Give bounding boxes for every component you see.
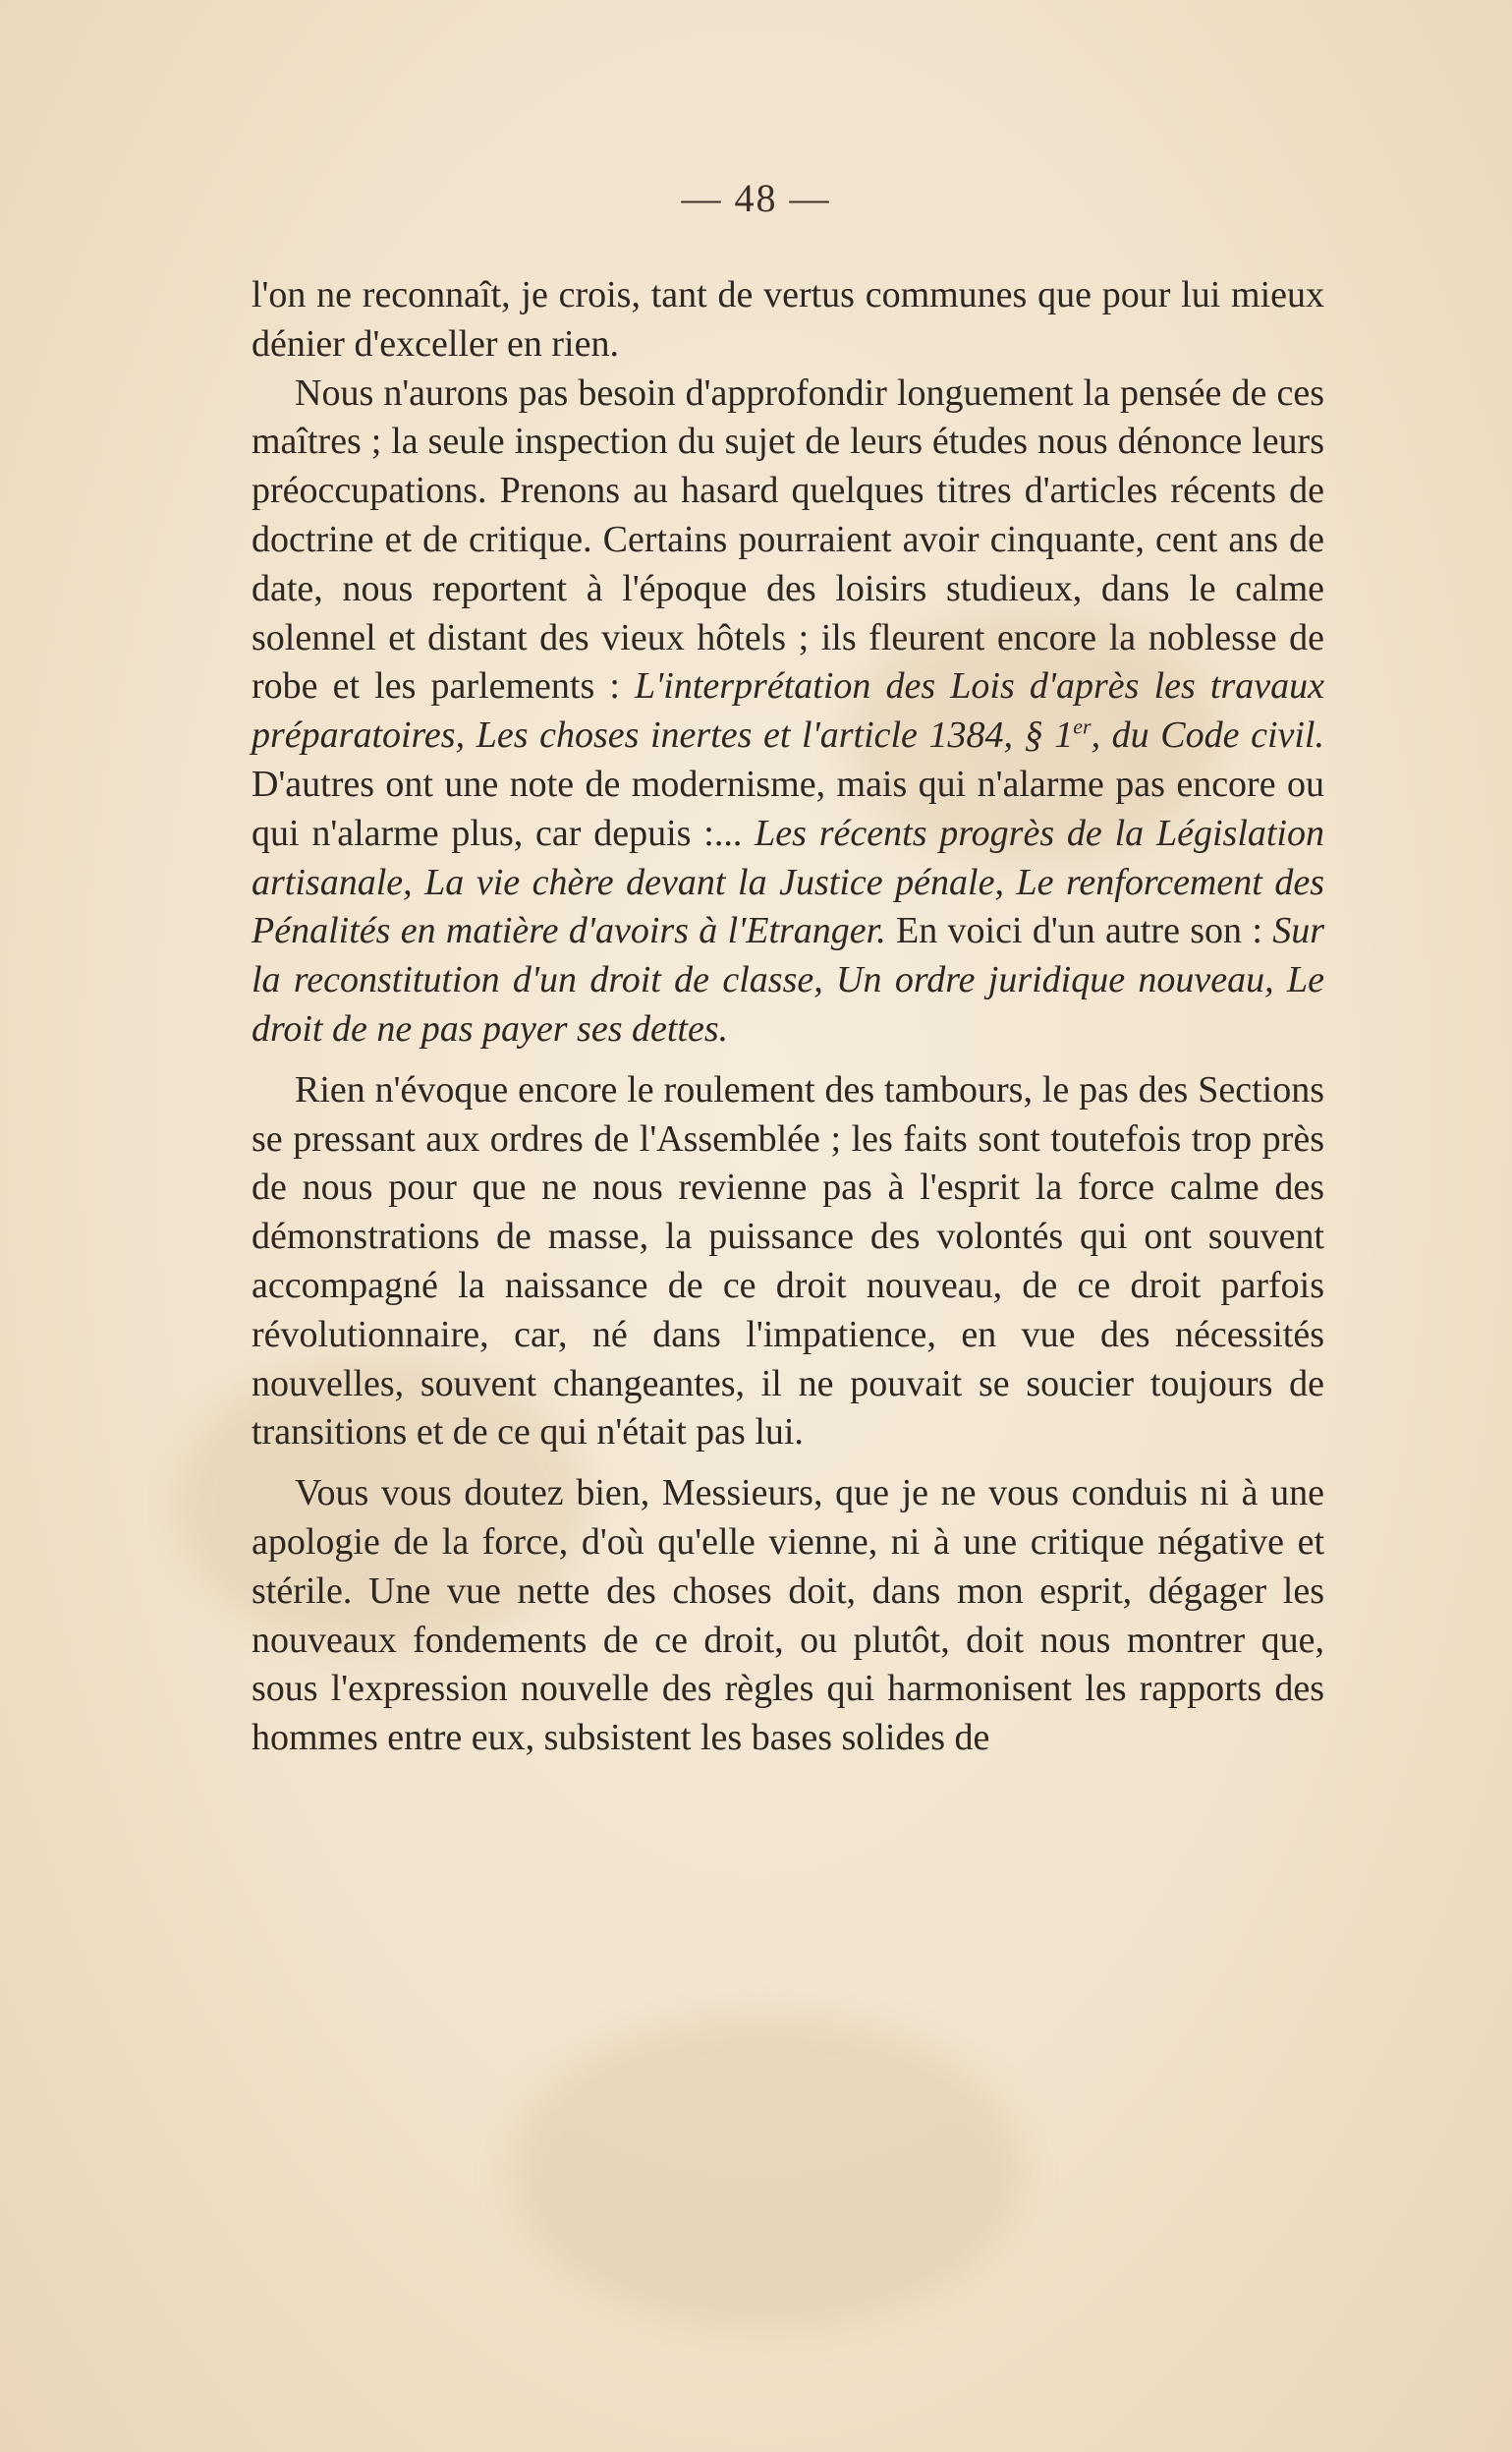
body-text (252, 271, 1324, 1763)
page-number: — 48 — (681, 176, 831, 220)
italic-title-segment: L'interprétation des Lois d'après les travaux préparatoires, Les choses inertes et l'article 1384, § 1 (252, 665, 1324, 757)
italic-title-segment: Sur la reconstitution d'un droit de classe, Un ordre juridique nouveau, Le droit de ne pas payer ses dettes. (252, 910, 1324, 1050)
text-segment: Vous vous doutez bien, Messieurs, que je ne vous conduis ni à une apologie de la force, d'où qu'elle vienne, ni à une critique négative et stérile. Une vue nette des choses doit, dans mon esprit, dégager les nouveaux fondements de ce droit, ou plutôt, doit nous montrer que, sous l'expression nouvelle des règles qui harmonisent les rapports des hommes entre eux, subsistent les bases solides de (252, 1472, 1324, 1759)
paragraph (252, 1469, 1324, 1763)
paragraph (252, 271, 1324, 370)
text-segment: Rien n'évoque encore le roulement des tambours, le pas des Sections se pressant aux ordres de l'Assemblée ; les faits sont toutefois trop près de nous pour que ne nous revienne pas à l'esprit la force calme des démonstrations de masse, la puissance des volontés qui ont souvent accompagné la naissance de ce droit nouveau, de ce droit parfois révolutionnaire, car, né dans l'impatience, en vue des nécessités nouvelles, souvent changeantes, il ne pouvait se soucier toujours de transitions et de ce qui n'était pas lui. (252, 1068, 1324, 1454)
italic-title-segment: , du Code civil. (1091, 714, 1324, 757)
text-segment: Nous n'aurons pas besoin d'approfondir longuement la pensée de ces maîtres ; la seule inspection du sujet de leurs études nous dénonce leurs préoccupations. Prenons au hasard quelques titres d'articles récents de doctrine et de critique. Certains pourraient avoir cinquante, cent ans de date, nous reportent à l'époque des loisirs studieux, dans le calme solennel et distant des vieux hôtels ; ils fleurent encore la noblesse de robe et les parlements : (252, 371, 1324, 708)
paragraph (252, 1066, 1324, 1457)
superscript: er (1073, 713, 1092, 739)
text-segment: En voici d'un autre son : (885, 910, 1273, 952)
italic-title-segment: Les récents progrès de la Législation artisanale, La vie chère devant la Justice pénale, Le renforcement des Pénalités en matière d'avoirs à l'Etranger. (252, 812, 1324, 952)
text-segment: l'on ne reconnaît, je crois, tant de vertus communes que pour lui mieux dénier d'exceller en rien. (252, 274, 1324, 365)
paper-stain (511, 2015, 1022, 2329)
paragraph (252, 370, 1324, 1055)
text-segment: D'autres ont une note de modernisme, mais qui n'alarme pas encore ou qui n'alarme plus, car depuis :... (252, 763, 1324, 854)
